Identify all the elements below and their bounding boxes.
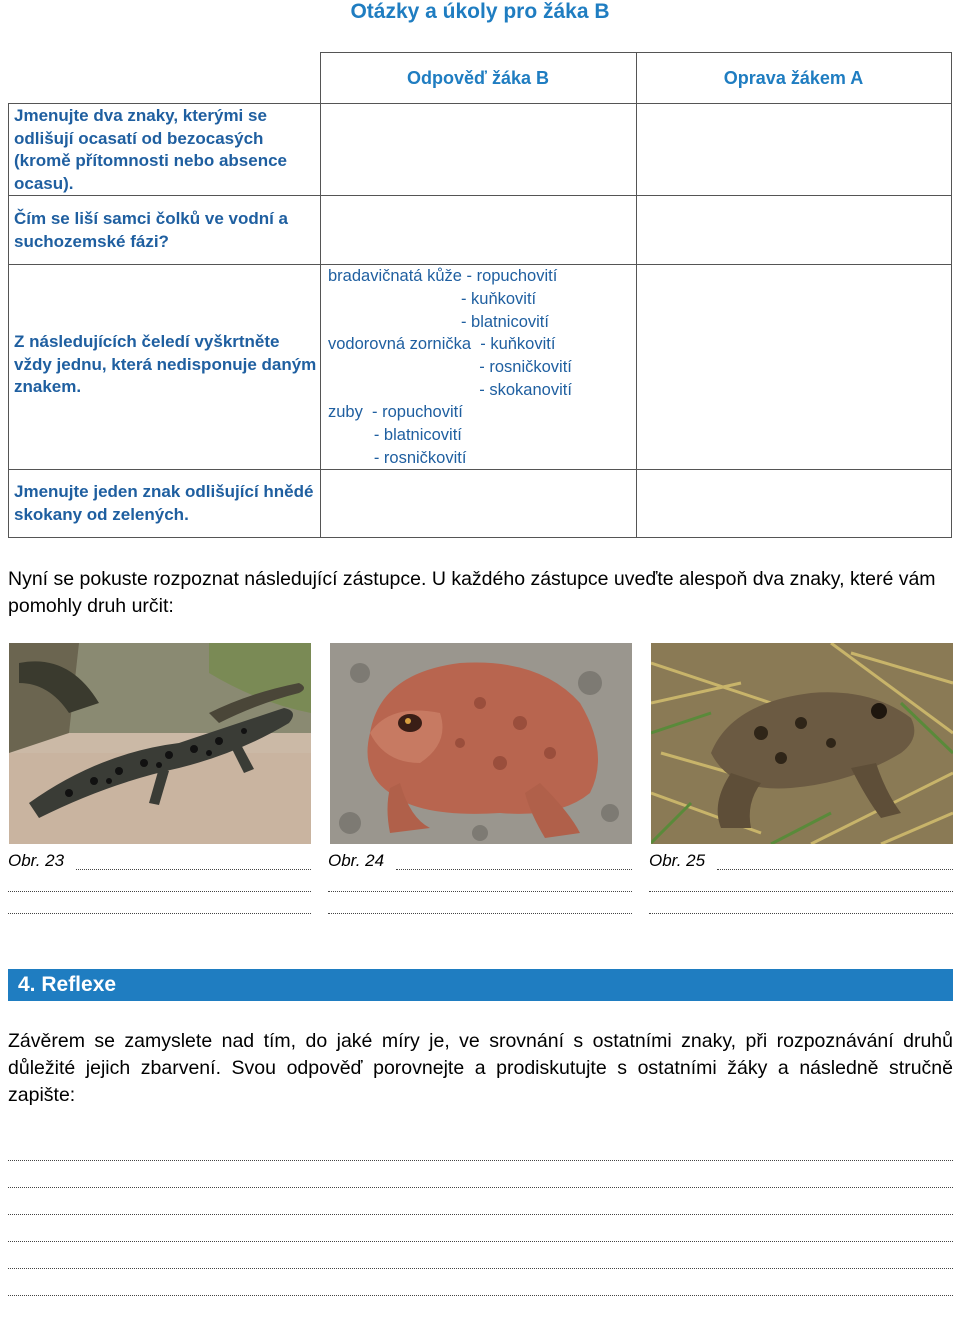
answer-line-24[interactable] — [328, 913, 632, 914]
answer-line: - blatnicovití — [328, 313, 549, 331]
caption-25: Obr. 25 — [649, 851, 706, 870]
answer-line-23[interactable] — [8, 913, 311, 914]
frog-photo — [651, 643, 953, 844]
answer-line: - skokanovití — [328, 381, 572, 399]
reflection-line[interactable] — [8, 1160, 953, 1161]
answer-line: - kuňkovití — [328, 290, 537, 308]
caption-24: Obr. 24 — [328, 851, 385, 870]
section-label: 4. Reflexe — [18, 973, 117, 996]
answer-line: - rosničkovití — [328, 449, 467, 467]
section-heading — [8, 969, 953, 1001]
question-1: Jmenujte dva znaky, kterými se odlišují ocasatí od bezocasých (kromě přítomnosti nebo absence ocasu). — [14, 106, 287, 193]
question-3: Z následujících čeledí vyškrtněte vždy jednu, která nedisponuje daným znakem. — [14, 332, 317, 396]
answer-line-25[interactable] — [717, 869, 953, 870]
answer-line: zuby - ropuchovití — [328, 403, 463, 421]
answer-line: - rosničkovití — [328, 358, 572, 376]
answer-line: - blatnicovití — [328, 426, 462, 444]
answer-line-23[interactable] — [8, 891, 311, 892]
answer-line-24[interactable] — [328, 891, 632, 892]
toad-photo — [330, 643, 632, 844]
reflection-line[interactable] — [8, 1187, 953, 1188]
answer-line-25[interactable] — [649, 891, 953, 892]
question-2: Čím se liší samci čolků ve vodní a suchozemské fázi? — [14, 209, 289, 251]
reflection-line[interactable] — [8, 1241, 953, 1242]
answer-line: vodorovná zornička - kuňkovití — [328, 335, 556, 353]
reflection-text: Závěrem se zamyslete nad tím, do jaké míry je, ve srovnání s ostatními znaky, při rozpoznávání druhů důležité jejich zbarvení. Svou odpověď porovnejte a prodiskutujte s ostatními žáky a následně stručně zapište: — [8, 1030, 953, 1106]
answer-line-23[interactable] — [76, 869, 311, 870]
correction-column-header: Oprava žákem A — [723, 68, 864, 88]
question-4: Jmenujte jeden znak odlišující hnědé skokany od zelených. — [14, 482, 314, 524]
answer-column-header: Odpověď žáka B — [407, 68, 549, 88]
answer-line: bradavičnatá kůže - ropuchovití — [328, 267, 558, 285]
reflection-line[interactable] — [8, 1295, 953, 1296]
page-title: Otázky a úkoly pro žáka B — [350, 0, 610, 23]
answer-line-25[interactable] — [649, 913, 953, 914]
caption-23: Obr. 23 — [8, 851, 65, 870]
instruction-text: Nyní se pokuste rozpoznat následující zástupce. U každého zástupce uveďte alespoň dva znaky, které vám pomohly druh určit: — [8, 568, 936, 617]
answer-line-24[interactable] — [396, 869, 632, 870]
reflection-line[interactable] — [8, 1214, 953, 1215]
reflection-line[interactable] — [8, 1268, 953, 1269]
newt-photo — [9, 643, 311, 844]
